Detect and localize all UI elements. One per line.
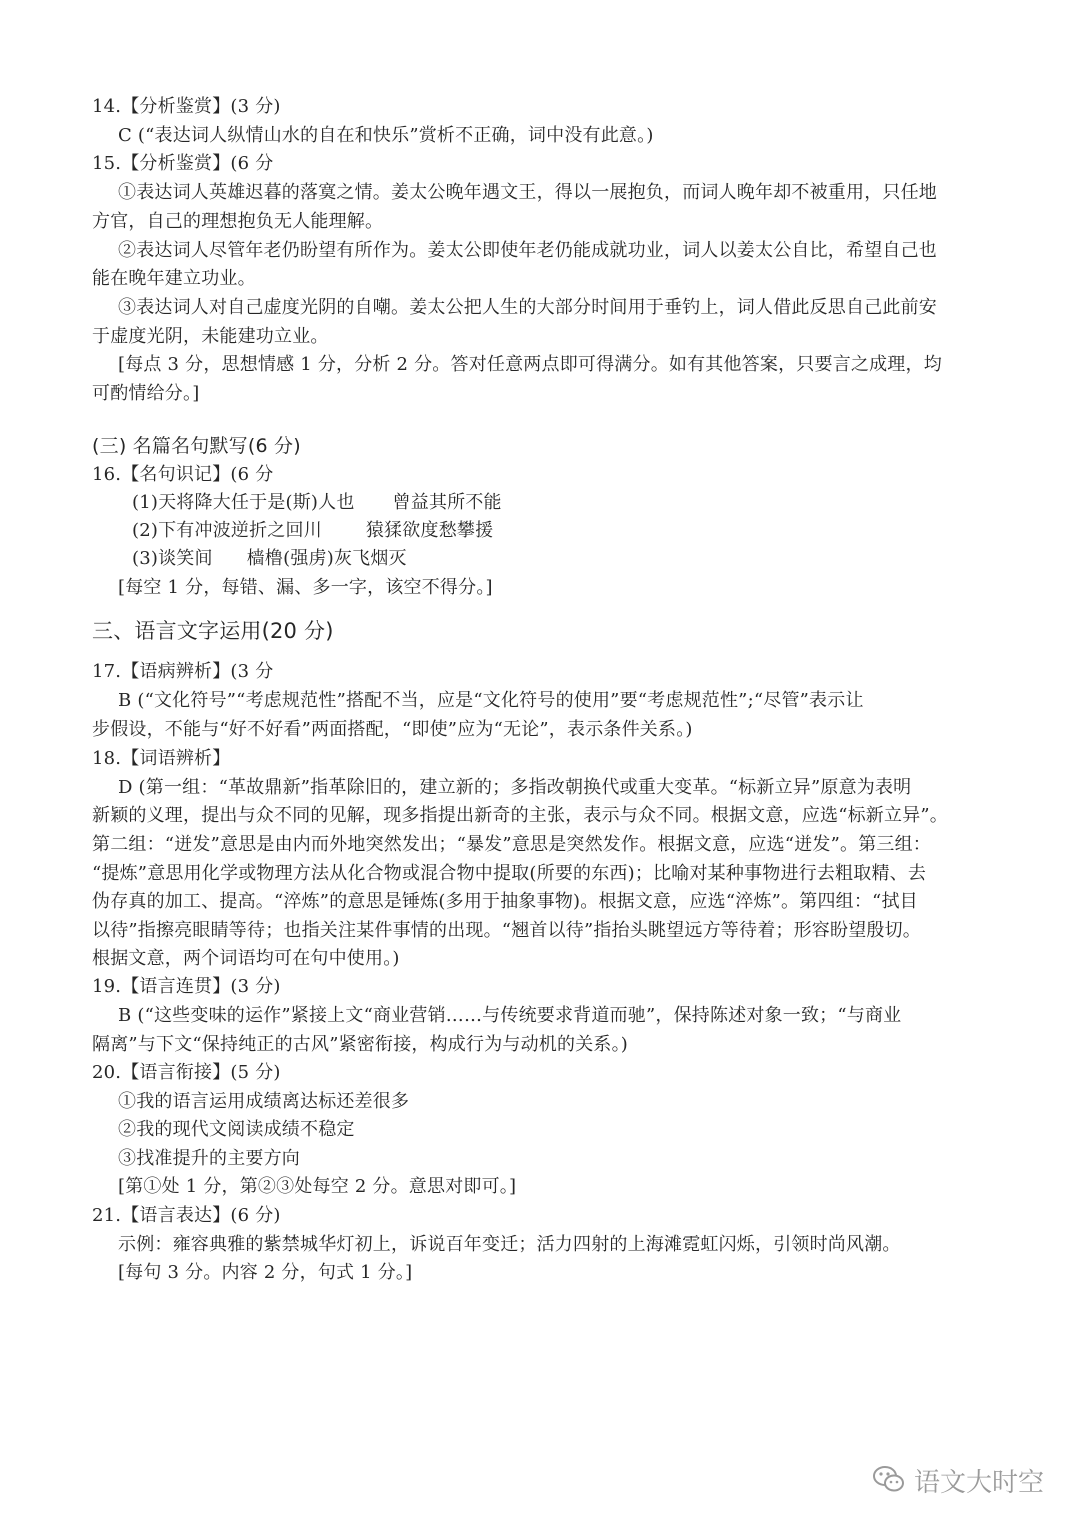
q16-item1-blank2: 曾益其所不能: [392, 492, 502, 513]
q18-answer-line7: 根据文意，两个词语均可在句中使用。): [92, 948, 400, 969]
q15-point3-line1: ③表达词人对自己虚度光阴的自嘲。姜太公把人生的大部分时间用于垂钓上，词人借此反思自己此前安: [118, 297, 937, 318]
q15-point2-line2: 能在晚年建立功业。: [92, 268, 256, 289]
q18-answer-line5: 伪存真的加工、提高。“淬炼”的意思是锤炼(多用于抽象事物)。根据文意，应选“淬炼”。第四组：“拭目: [92, 891, 918, 912]
q15-scoring-note-line2: 可酌情给分。]: [92, 383, 200, 404]
q20-blank1: ①我的语言运用成绩离达标还差很多: [118, 1091, 410, 1112]
q19-answer-line1: B (“这些变味的运作”紧接上文“商业营销……与传统要求背道而驰”，保持陈述对象一致；“与商业: [118, 1005, 902, 1026]
q16-title: 16.【名句识记】(6 分: [92, 464, 274, 485]
q16-item2: [132, 520, 493, 542]
q14-title: 14.【分析鉴赏】(3 分): [92, 96, 281, 117]
q18-answer-line4: “提炼”意思用化学或物理方法从化合物或混合物中提取(所要的东西)；比喻对某种事物进行去粗取精、去: [92, 863, 927, 884]
q19-title: 19.【语言连贯】(3 分): [92, 976, 281, 997]
q17-answer-line2: 步假设，不能与“好不好看”两面搭配，“即使”应为“无论”，表示条件关系。): [92, 719, 693, 740]
q16-item2-blank2: 猿猱欲度愁攀援: [365, 520, 494, 541]
wechat-icon: [872, 1464, 906, 1498]
q15-point1-line1: ①表达词人英雄迟暮的落寞之情。姜太公晚年遇文王，得以一展抱负，而词人晚年却不被重用，只任地: [118, 182, 937, 203]
q20-blank2: ②我的现代文阅读成绩不稳定: [118, 1119, 355, 1140]
watermark: [872, 1462, 1044, 1499]
q16-item3-blank2: 樯橹(强虏)灰飞烟灭: [246, 548, 407, 569]
q18-answer-line1: D (第一组：“革故鼎新”指革除旧的，建立新的；多指改朝换代或重大变革。“标新立异”原意为表明: [118, 777, 912, 798]
q16-scoring-note: [每空 1 分，每错、漏、多一字，该空不得分。]: [118, 577, 493, 598]
q17-title: 17.【语病辨析】(3 分: [92, 661, 274, 682]
q21-title: 21.【语言表达】(6 分): [92, 1205, 281, 1226]
q18-answer-line6: 以待”指擦亮眼睛等待；也指关注某件事情的出现。“翘首以待”指抬头眺望远方等待着；形容盼望殷切。: [92, 920, 922, 941]
q15-point3-line2: 于虚度光阴，未能建功立业。: [92, 326, 329, 347]
q20-blank3: ③找准提升的主要方向: [118, 1148, 300, 1169]
q18-answer-line3: 第二组：“迸发”意思是由内而外地突然发出；“暴发”意思是突然发作。根据文意，应选“迸发”。第三组：: [92, 834, 932, 855]
q16-item3-blank1: (3)谈笑间: [132, 548, 213, 569]
q16-item1: [132, 492, 502, 514]
q15-scoring-note-line1: [每点 3 分，思想情感 1 分，分析 2 分。答对任意两点即可得满分。如有其他答案，只要言之成理，均: [118, 354, 942, 375]
section-3-heading: (三) 名篇名句默写(6 分): [92, 435, 301, 457]
q15-point2-line1: ②表达词人尽管年老仍盼望有所作为。姜太公即使年老仍能成就功业，词人以姜太公自比，希望自己也: [118, 240, 937, 261]
q19-answer-line2: 隔离”与下文“保持纯正的古风”紧密衔接，构成行为与动机的关系。): [92, 1034, 629, 1055]
q20-title: 20.【语言衔接】(5 分): [92, 1062, 281, 1083]
q14-answer: C (“表达词人纵情山水的自在和快乐”赏析不正确，词中没有此意。): [118, 125, 654, 146]
q15-point1-line2: 方官，自己的理想抱负无人能理解。: [92, 211, 384, 232]
watermark-text: 语文大时空: [913, 1468, 1044, 1498]
q21-example: 示例：雍容典雅的紫禁城华灯初上，诉说百年变迁；活力四射的上海滩霓虹闪烁，引领时尚风潮。: [118, 1234, 901, 1255]
q16-item2-blank1: (2)下有冲波逆折之回川: [132, 520, 322, 541]
q18-title: 18.【词语辨析】: [92, 748, 231, 769]
q20-scoring-note: [第①处 1 分，第②③处每空 2 分。意思对即可。]: [118, 1176, 517, 1197]
q17-answer-line1: B (“文化符号”“考虑规范性”搭配不当，应是“文化符号的使用”要“考虑规范性”;“尽管”表示让: [118, 690, 864, 711]
part-3-heading: 三、语言文字运用(20 分): [92, 619, 334, 643]
q15-title: 15.【分析鉴赏】(6 分: [92, 153, 274, 174]
q16-item3: [132, 548, 407, 570]
q21-scoring-note: [每句 3 分。内容 2 分，句式 1 分。]: [118, 1262, 413, 1283]
q18-answer-line2: 新颖的义理，提出与众不同的见解，现多指提出新奇的主张，表示与众不同。根据文意，应选“标新立异”。: [92, 805, 948, 826]
q16-item1-blank1: (1)天将降大任于是(斯)人也: [132, 492, 355, 513]
